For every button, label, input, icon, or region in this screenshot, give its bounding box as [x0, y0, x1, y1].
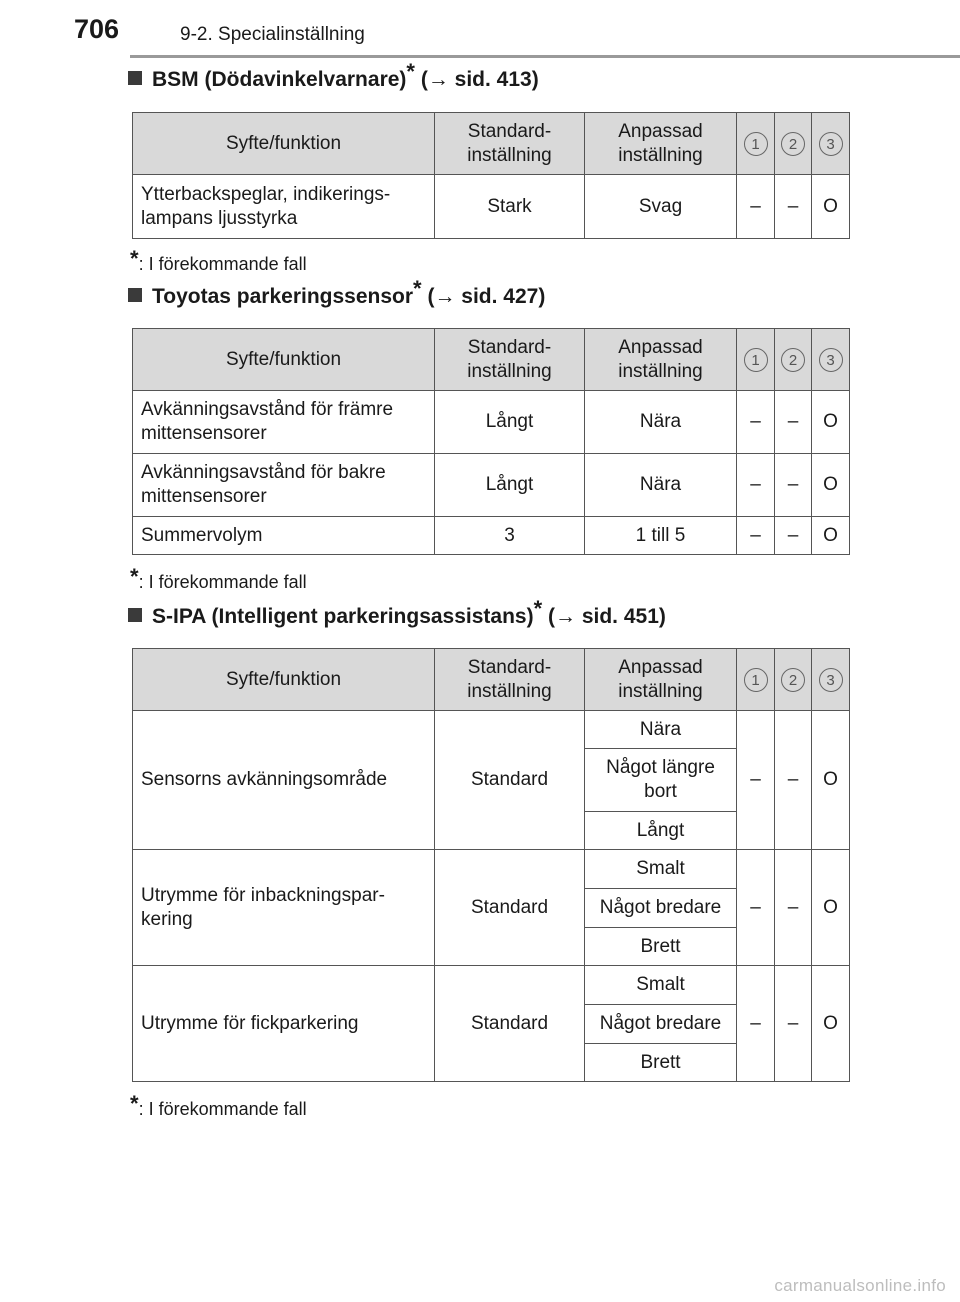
section-heading-parking-sensor: Toyotas parkeringssensor* (→ sid. 427)	[128, 285, 545, 309]
header-method-2	[775, 329, 812, 391]
page-header	[70, 14, 960, 60]
table-row	[133, 711, 850, 749]
square-bullet-icon	[128, 71, 142, 85]
cell-custom-option: Något längre bort	[585, 749, 737, 812]
cell-method-3: O	[812, 517, 850, 555]
settings-table-parking-sensor	[132, 328, 850, 555]
cell-function: Ytterbackspeglar, indikerings- lampans ljusstyrka	[133, 175, 435, 239]
section-title: S-IPA (Intelligent parkeringsassistans)	[152, 605, 534, 628]
circled-1-icon: 1	[744, 348, 768, 372]
header-default-setting: Standard- inställning	[435, 113, 585, 175]
square-bullet-icon	[128, 288, 142, 302]
settings-table-bsm	[132, 112, 850, 239]
footnote-text: : I förekommande fall	[138, 572, 307, 592]
cell-default: Långt	[435, 454, 585, 517]
cell-method-2: –	[775, 850, 812, 966]
cell-default: Stark	[435, 175, 585, 239]
cell-method-2: –	[775, 175, 812, 239]
table-row	[133, 850, 850, 889]
cell-method-3: O	[812, 966, 850, 1082]
header-method-2	[775, 649, 812, 711]
chapter-title: 9-2. Specialinställning	[180, 24, 365, 45]
header-method-1	[737, 649, 775, 711]
header-method-3	[812, 329, 850, 391]
settings-table-sipa	[132, 648, 850, 1082]
table-row	[133, 454, 850, 517]
section-heading-bsm: BSM (Dödavinkelvarnare)* (→ sid. 413)	[128, 68, 539, 92]
cell-custom-option: Smalt	[585, 850, 737, 889]
arrow-right-icon: →	[427, 68, 449, 91]
cell-custom-option: Något bredare	[585, 889, 737, 928]
cell-method-1: –	[737, 966, 775, 1082]
asterisk: *	[130, 246, 139, 271]
cell-custom: Svag	[585, 175, 737, 239]
header-method-2	[775, 113, 812, 175]
cell-method-3: O	[812, 391, 850, 454]
table-header-row	[133, 113, 850, 175]
cell-method-1: –	[737, 175, 775, 239]
cell-default: 3	[435, 517, 585, 555]
cell-custom-option: Långt	[585, 812, 737, 850]
table-row	[133, 966, 850, 1005]
header-function: Syfte/funktion	[133, 649, 435, 711]
circled-3-icon: 3	[819, 348, 843, 372]
circled-3-icon: 3	[819, 668, 843, 692]
cell-custom-option: Brett	[585, 1044, 737, 1082]
asterisk: *	[130, 564, 139, 589]
section-heading-sipa: S-IPA (Intelligent parkeringsassistans)* (→ sid. 451)	[128, 605, 666, 629]
cell-custom: Nära	[585, 454, 737, 517]
square-bullet-icon	[128, 608, 142, 622]
table-row	[133, 175, 850, 239]
cell-method-2: –	[775, 454, 812, 517]
table-header-row	[133, 329, 850, 391]
cell-default: Långt	[435, 391, 585, 454]
header-method-3	[812, 113, 850, 175]
table-row	[133, 517, 850, 555]
cell-function: Avkänningsavstånd för främre mittensensorer	[133, 391, 435, 454]
cell-method-1: –	[737, 391, 775, 454]
header-method-1	[737, 113, 775, 175]
cell-method-1: –	[737, 850, 775, 966]
header-function: Syfte/funktion	[133, 329, 435, 391]
cell-method-2: –	[775, 391, 812, 454]
cell-custom-option: Nära	[585, 711, 737, 749]
circled-1-icon: 1	[744, 132, 768, 156]
section-title: BSM (Dödavinkelvarnare)	[152, 68, 407, 91]
footnote-text: : I förekommande fall	[138, 254, 307, 274]
header-custom-setting: Anpassad inställning	[585, 113, 737, 175]
cell-method-1: –	[737, 454, 775, 517]
footnote	[130, 564, 307, 594]
cell-method-1: –	[737, 517, 775, 555]
header-default-setting: Standard- inställning	[435, 329, 585, 391]
arrow-right-icon: →	[555, 605, 576, 628]
asterisk: *	[406, 59, 415, 84]
circled-3-icon: 3	[819, 132, 843, 156]
header-function: Syfte/funktion	[133, 113, 435, 175]
circled-2-icon: 2	[781, 348, 805, 372]
cell-method-3: O	[812, 711, 850, 850]
footnote-text: : I förekommande fall	[138, 1099, 307, 1119]
cell-function: Avkänningsavstånd för bakre mittensensorer	[133, 454, 435, 517]
cell-method-1: –	[737, 711, 775, 850]
cell-custom-option: Något bredare	[585, 1005, 737, 1044]
cell-method-2: –	[775, 711, 812, 850]
cell-method-3: O	[812, 850, 850, 966]
page-reference: sid. 451	[581, 605, 659, 628]
cell-function: Summervolym	[133, 517, 435, 555]
cell-method-2: –	[775, 517, 812, 555]
footnote	[130, 1091, 307, 1121]
circled-1-icon: 1	[744, 668, 768, 692]
cell-default: Standard	[435, 966, 585, 1082]
header-custom-setting: Anpassad inställning	[585, 329, 737, 391]
cell-method-3: O	[812, 175, 850, 239]
page-reference: sid. 413	[454, 68, 532, 91]
header-rule	[130, 55, 960, 58]
table-row	[133, 391, 850, 454]
cell-custom-option: Brett	[585, 928, 737, 966]
cell-custom: Nära	[585, 391, 737, 454]
arrow-right-icon: →	[434, 285, 456, 308]
cell-default: Standard	[435, 711, 585, 850]
circled-2-icon: 2	[781, 132, 805, 156]
cell-default: Standard	[435, 850, 585, 966]
table-header-row	[133, 649, 850, 711]
cell-method-3: O	[812, 454, 850, 517]
asterisk: *	[533, 596, 543, 621]
header-method-1	[737, 329, 775, 391]
cell-custom: 1 till 5	[585, 517, 737, 555]
header-default-setting: Standard- inställning	[435, 649, 585, 711]
watermark: carmanualsonline.info	[774, 1276, 946, 1295]
header-method-3	[812, 649, 850, 711]
cell-function: Sensorns avkänningsområde	[133, 711, 435, 850]
circled-2-icon: 2	[781, 668, 805, 692]
header-custom-setting: Anpassad inställning	[585, 649, 737, 711]
asterisk: *	[130, 1091, 139, 1116]
cell-function: Utrymme för inbackningspar- kering	[133, 850, 435, 966]
footnote	[130, 246, 307, 276]
cell-method-2: –	[775, 966, 812, 1082]
asterisk: *	[413, 276, 422, 301]
cell-function: Utrymme för fickparkering	[133, 966, 435, 1082]
section-title: Toyotas parkeringssensor	[152, 285, 414, 308]
page-reference: sid. 427	[461, 285, 539, 308]
page-number: 706	[74, 14, 120, 44]
cell-custom-option: Smalt	[585, 966, 737, 1005]
